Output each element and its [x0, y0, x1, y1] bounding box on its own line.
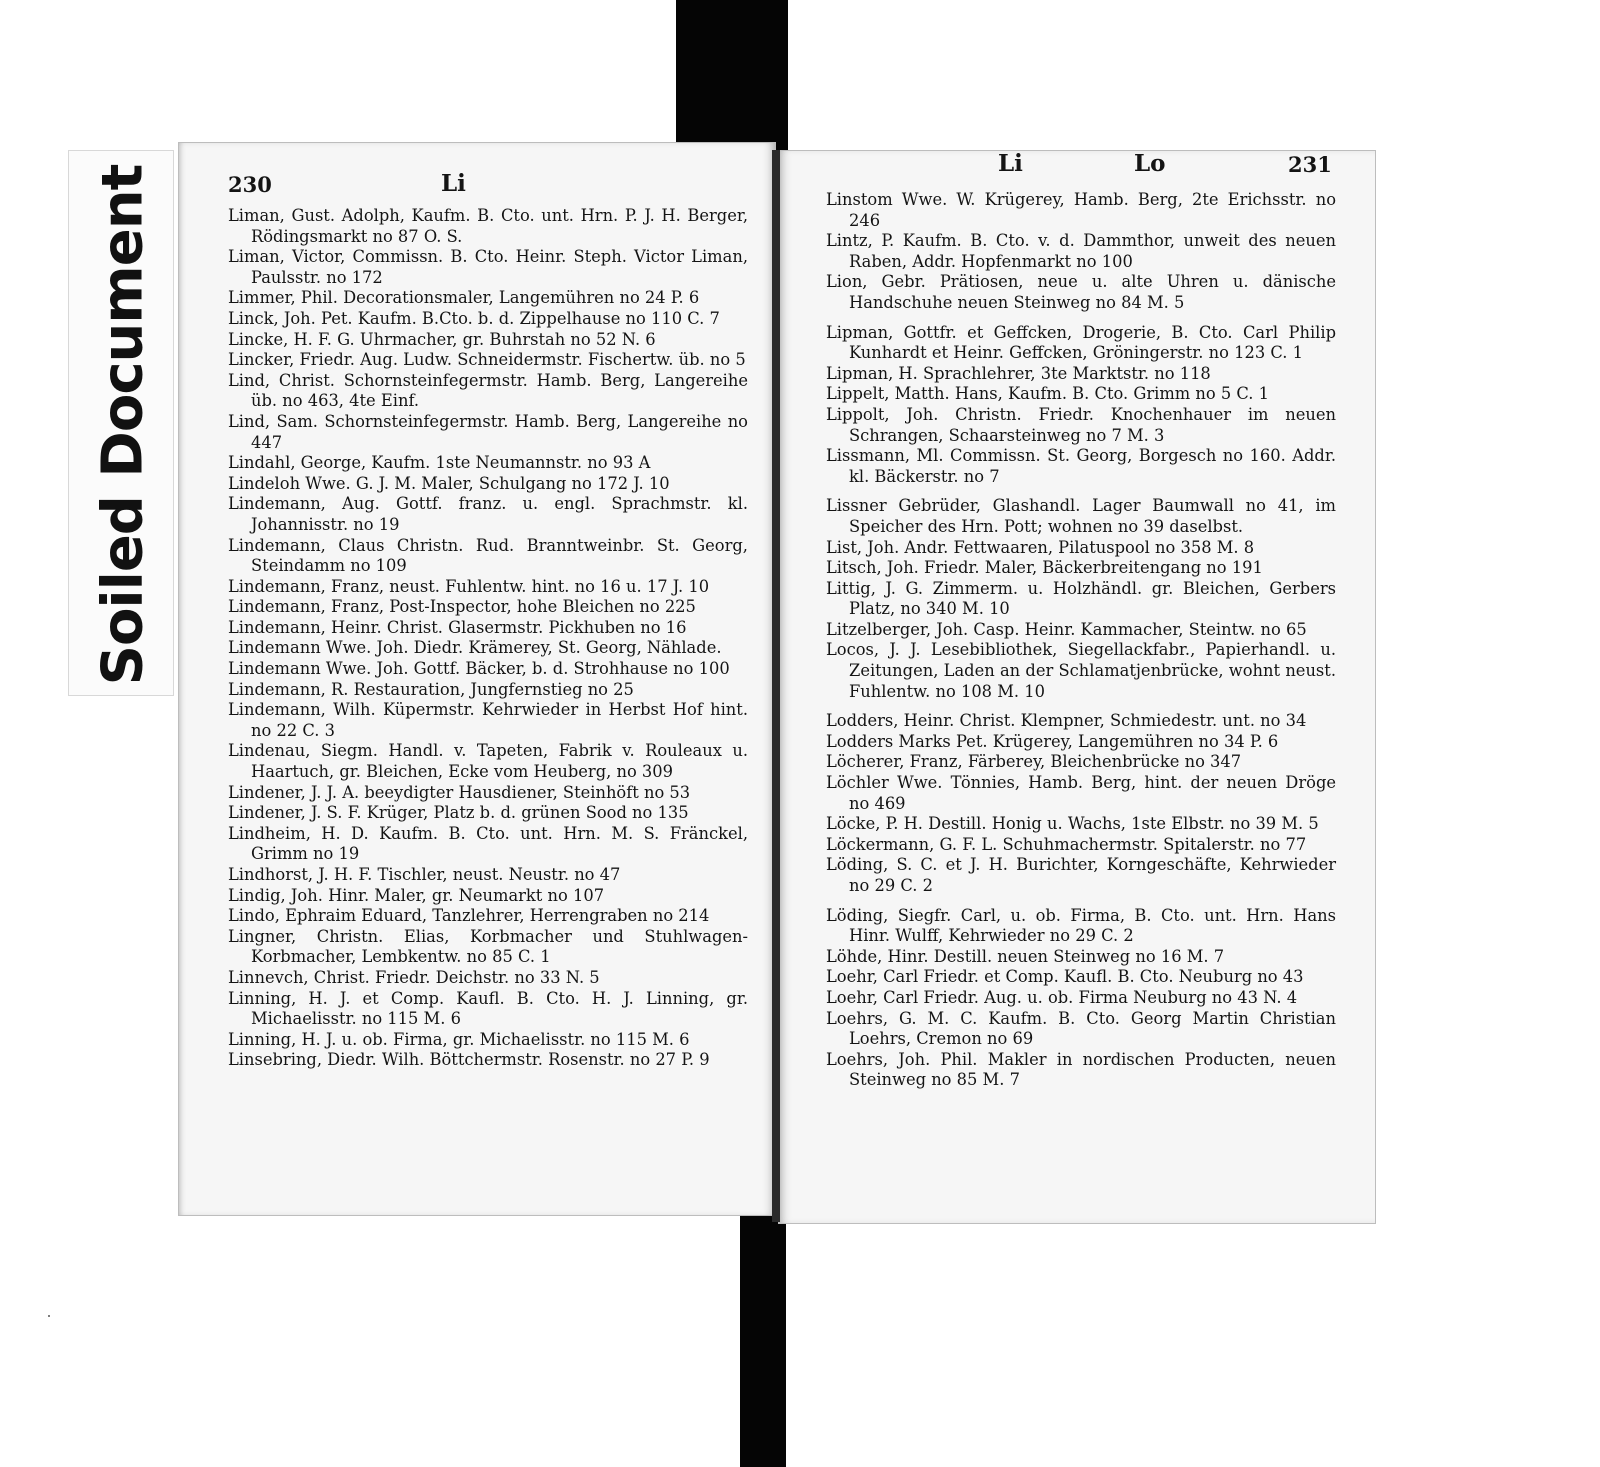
directory-entry: Lincker, Friedr. Aug. Ludw. Schneidermstr. Fischertw. üb. no 5 — [228, 350, 746, 370]
directory-entry: Lindemann, Claus Christn. Rud. Branntweinbr. St. Georg, Steindamm no 109 — [228, 535, 748, 576]
directory-entry: Lincke, H. F. G. Uhrmacher, gr. Buhrstah no 52 N. 6 — [228, 329, 656, 349]
directory-entry: Löchler Wwe. Tönnies, Hamb. Berg, hint. der neuen Dröge no 469 — [826, 773, 1336, 813]
left-entry-list — [228, 206, 748, 1071]
directory-entry: Lindemann, Aug. Gottf. franz. u. engl. Sprachmstr. kl. Johannisstr. no 19 — [228, 494, 748, 534]
directory-entry: Linstom Wwe. W. Krügerey, Hamb. Berg, 2te Erichsstr. no 246 — [826, 190, 1336, 230]
soiled-document-stamp: Soiled Document — [90, 164, 156, 686]
directory-entry: Lippolt, Joh. Christn. Friedr. Knochenhauer im neuen Schrangen, Schaarsteinweg no 7 M. 3 — [826, 404, 1336, 445]
directory-entry: Linning, H. J. u. ob. Firma, gr. Michaelisstr. no 115 M. 6 — [228, 1029, 690, 1049]
directory-entry: Lindemann Wwe. Joh. Gottf. Bäcker, b. d. Strohhause no 100 — [228, 659, 730, 679]
directory-entry: Lissner Gebrüder, Glashandl. Lager Baumwall no 41, im Speicher des Hrn. Pott; wohnen no 39 daselbst. — [826, 496, 1336, 536]
directory-entry: Lind, Christ. Schornsteinfegermstr. Hamb. Berg, Langereihe üb. no 463, 4te Einf. — [228, 370, 748, 411]
directory-entry: Loehr, Carl Friedr. et Comp. Kaufl. B. Cto. Neuburg no 43 — [826, 967, 1304, 987]
directory-entry: Linnevch, Christ. Friedr. Deichstr. no 33 N. 5 — [228, 967, 600, 987]
directory-entry: Löckermann, G. F. L. Schuhmachermstr. Spitalerstr. no 77 — [826, 834, 1307, 854]
directory-entry: Lissmann, Ml. Commissn. St. Georg, Borgesch no 160. Addr. kl. Bäckerstr. no 7 — [826, 446, 1336, 486]
directory-entry: Lindeloh Wwe. G. J. M. Maler, Schulgang no 172 J. 10 — [228, 473, 670, 493]
directory-entry: Lindemann, Franz, neust. Fuhlentw. hint. no 16 u. 17 J. 10 — [228, 576, 710, 596]
directory-entry: Löding, S. C. et J. H. Burichter, Korngeschäfte, Kehrwieder no 29 C. 2 — [826, 855, 1336, 895]
directory-entry: Lippelt, Matth. Hans, Kaufm. B. Cto. Grimm no 5 C. 1 — [826, 384, 1269, 404]
scan-speck — [48, 1315, 50, 1317]
directory-entry: Lindo, Ephraim Eduard, Tanzlehrer, Herrengraben no 214 — [228, 906, 710, 926]
directory-entry: Löding, Siegfr. Carl, u. ob. Firma, B. Cto. unt. Hrn. Hans Hinr. Wulff, Kehrwieder no 29 C. 2 — [826, 905, 1336, 946]
directory-entry: Loehr, Carl Friedr. Aug. u. ob. Firma Neuburg no 43 N. 4 — [826, 987, 1298, 1007]
directory-entry: Litsch, Joh. Friedr. Maler, Bäckerbreitengang no 191 — [826, 558, 1263, 578]
right-entry-list — [826, 190, 1336, 1091]
directory-entry: Lindahl, George, Kaufm. 1ste Neumannstr. no 93 A — [228, 453, 651, 473]
directory-entry: Lion, Gebr. Prätiosen, neue u. alte Uhren u. dänische Handschuhe neuen Steinweg no 84 M. 5 — [826, 272, 1336, 312]
directory-entry: Linck, Joh. Pet. Kaufm. B.Cto. b. d. Zippelhause no 110 C. 7 — [228, 308, 720, 328]
directory-entry: Lingner, Christn. Elias, Korbmacher und Stuhlwagen-Korbmacher, Lembkentw. no 85 C. 1 — [228, 926, 748, 967]
directory-entry: Limmer, Phil. Decorationsmaler, Langemühren no 24 P. 6 — [228, 288, 700, 308]
directory-entry: Löcke, P. H. Destill. Honig u. Wachs, 1ste Elbstr. no 39 M. 5 — [826, 814, 1319, 834]
directory-entry: Lindemann, Franz, Post-Inspector, hohe Bleichen no 225 — [228, 597, 696, 617]
directory-entry: Littig, J. G. Zimmerm. u. Holzhändl. gr. Bleichen, Gerbers Platz, no 340 M. 10 — [826, 578, 1336, 619]
directory-entry: Lindhorst, J. H. F. Tischler, neust. Neustr. no 47 — [228, 865, 621, 884]
directory-entry: Lindener, J. S. F. Krüger, Platz b. d. grünen Sood no 135 — [228, 803, 689, 823]
left-running-head: Li — [441, 170, 466, 197]
directory-entry: Lindheim, H. D. Kaufm. B. Cto. unt. Hrn. M. S. Fränckel, Grimm no 19 — [228, 823, 748, 864]
right-running-head-left: Li — [998, 150, 1023, 177]
right-page-number: 231 — [1288, 152, 1332, 177]
directory-entry: Linsebring, Diedr. Wilh. Böttchermstr. Rosenstr. no 27 P. 9 — [228, 1050, 710, 1070]
directory-entry: Lipman, H. Sprachlehrer, 3te Marktstr. no 118 — [826, 363, 1211, 383]
directory-entry: Lindig, Joh. Hinr. Maler, gr. Neumarkt no 107 — [228, 885, 605, 905]
directory-entry: List, Joh. Andr. Fettwaaren, Pilatuspool no 358 M. 8 — [826, 537, 1255, 557]
right-running-head-right: Lo — [1134, 150, 1166, 177]
directory-entry: Loehrs, G. M. C. Kaufm. B. Cto. Georg Martin Christian Loehrs, Cremon no 69 — [826, 1008, 1336, 1049]
directory-entry: Lodders Marks Pet. Krügerey, Langemühren no 34 P. 6 — [826, 731, 1279, 751]
directory-entry: Linning, H. J. et Comp. Kaufl. B. Cto. H. J. Linning, gr. Michaelisstr. no 115 M. 6 — [228, 988, 748, 1029]
directory-entry: Lindemann Wwe. Joh. Diedr. Krämerey, St. Georg, Nählade. — [228, 638, 722, 658]
directory-entry: Löhde, Hinr. Destill. neuen Steinweg no 16 M. 7 — [826, 946, 1225, 966]
directory-entry: Lindenau, Siegm. Handl. v. Tapeten, Fabrik v. Rouleaux u. Haartuch, gr. Bleichen, Ecke vom Heuberg, no 309 — [228, 741, 748, 782]
bottom-black-strip — [740, 1186, 786, 1467]
directory-entry: Lodders, Heinr. Christ. Klempner, Schmiedestr. unt. no 34 — [826, 711, 1307, 731]
directory-entry: Locos, J. J. Lesebibliothek, Siegellackfabr., Papierhandl. u. Zeitungen, Laden an der Schlamatjenbrücke, wohnt neust. Fuhlentw. no 108 M. 10 — [826, 640, 1336, 701]
directory-entry: Lintz, P. Kaufm. B. Cto. v. d. Dammthor, unweit des neuen Raben, Addr. Hopfenmarkt no 100 — [826, 231, 1336, 271]
directory-entry: Liman, Gust. Adolph, Kaufm. B. Cto. unt. Hrn. P. J. H. Berger, Rödingsmarkt no 87 O. S. — [228, 206, 748, 246]
directory-entry: Lindemann, Wilh. Küpermstr. Kehrwieder in Herbst Hof hint. no 22 C. 3 — [228, 700, 748, 740]
directory-entry: Litzelberger, Joh. Casp. Heinr. Kammacher, Steintw. no 65 — [826, 619, 1307, 639]
directory-entry: Lindemann, Heinr. Christ. Glasermstr. Pickhuben no 16 — [228, 617, 687, 637]
directory-entry: Lipman, Gottfr. et Geffcken, Drogerie, B. Cto. Carl Philip Kunhardt et Heinr. Geffcken, Gröningerstr. no 123 C. 1 — [826, 322, 1336, 363]
directory-entry: Lindener, J. J. A. beeydigter Hausdiener, Steinhöft no 53 — [228, 782, 691, 802]
directory-entry: Löcherer, Franz, Färberey, Bleichenbrücke no 347 — [826, 752, 1242, 772]
directory-entry: Lindemann, R. Restauration, Jungfernstieg no 25 — [228, 679, 634, 699]
directory-entry: Liman, Victor, Commissn. B. Cto. Heinr. Steph. Victor Liman, Paulsstr. no 172 — [228, 247, 748, 287]
directory-entry: Loehrs, Joh. Phil. Makler in nordischen Producten, neuen Steinweg no 85 M. 7 — [826, 1049, 1336, 1090]
left-page-number: 230 — [228, 172, 272, 197]
directory-entry: Lind, Sam. Schornsteinfegermstr. Hamb. Berg, Langereihe no 447 — [228, 411, 748, 452]
book-gutter — [772, 150, 780, 1222]
